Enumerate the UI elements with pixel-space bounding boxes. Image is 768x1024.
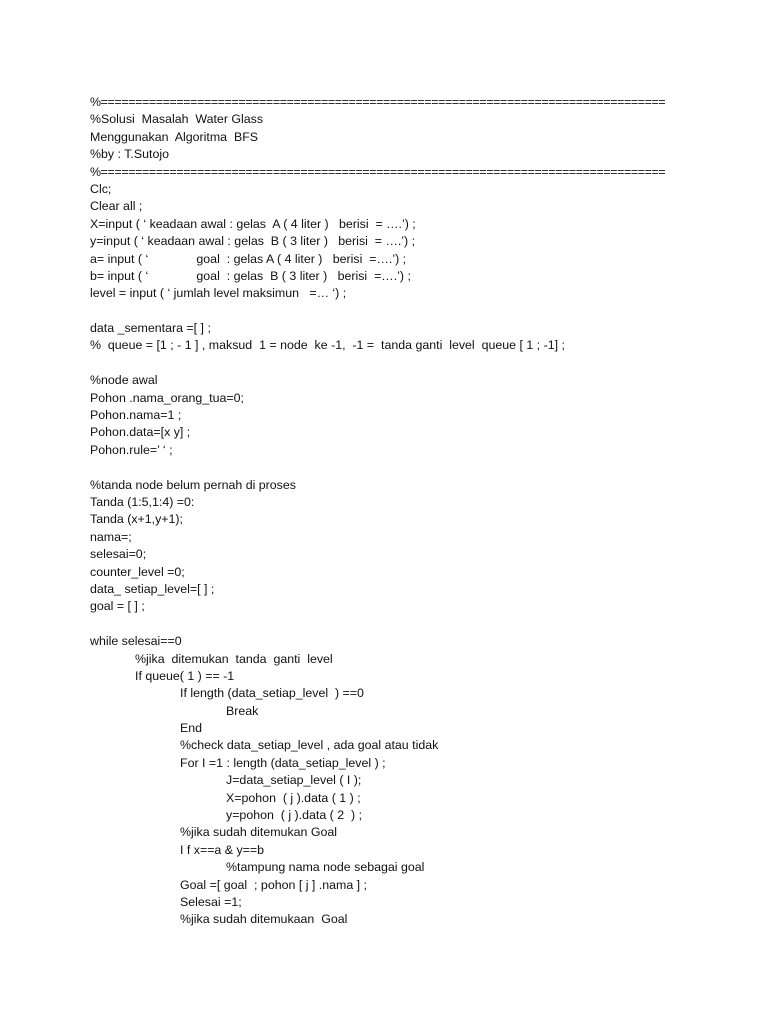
code-line: Clear all ; bbox=[90, 199, 143, 214]
comment-line: %tampung nama node sebagai goal bbox=[226, 860, 425, 875]
comment-title: %Solusi Masalah Water Glass bbox=[90, 112, 264, 127]
code-line: End bbox=[180, 721, 203, 736]
code-line: For I =1 : length (data_setiap_level ) ; bbox=[180, 755, 386, 770]
code-line: Pohon.rule=’ ‘ ; bbox=[90, 442, 173, 457]
blank-line bbox=[90, 616, 730, 633]
code-line: Pohon.nama=1 ; bbox=[90, 408, 182, 423]
blank-line bbox=[90, 303, 730, 320]
code-line: level = input ( ‘ jumlah level maksimun =… ‘) ; bbox=[90, 286, 347, 301]
code-line: If length (data_setiap_level ) ==0 bbox=[180, 686, 364, 701]
separator-line: %================================================================================== bbox=[90, 164, 666, 179]
code-line: Goal =[ goal ; pohon [ j ] .nama ] ; bbox=[180, 877, 368, 892]
code-line: Tanda (x+1,y+1); bbox=[90, 512, 183, 527]
code-line: Pohon .nama_orang_tua=0; bbox=[90, 390, 244, 405]
code-line: a= input ( ‘ goal : gelas A ( 4 liter ) berisi =….’) ; bbox=[90, 251, 407, 266]
code-line: nama=; bbox=[90, 529, 132, 544]
blank-line bbox=[90, 355, 730, 372]
comment-line: %jika sudah ditemukan Goal bbox=[180, 825, 338, 840]
blank-line bbox=[90, 459, 730, 476]
code-line: Clc; bbox=[90, 181, 112, 196]
code-line: X=input ( ‘ keadaan awal : gelas A ( 4 liter ) berisi = ….’) ; bbox=[90, 216, 416, 231]
code-line: I f x==a & y==b bbox=[180, 842, 265, 857]
separator-line: %================================================================================== bbox=[90, 95, 666, 109]
code-line: y=pohon ( j ).data ( 2 ) ; bbox=[226, 808, 363, 823]
comment-line: %jika ditemukan tanda ganti level bbox=[135, 651, 333, 666]
comment-line: %node awal bbox=[90, 373, 158, 388]
code-line: goal = [ ] ; bbox=[90, 599, 145, 614]
comment-line: %check data_setiap_level , ada goal atau tidak bbox=[180, 738, 439, 753]
code-line: while selesai==0 bbox=[90, 634, 182, 649]
code-listing bbox=[90, 94, 730, 929]
code-line: counter_level =0; bbox=[90, 564, 185, 579]
code-line: y=input ( ‘ keadaan awal : gelas B ( 3 liter ) berisi = ….’) ; bbox=[90, 234, 416, 249]
code-line: data_ setiap_level=[ ] ; bbox=[90, 581, 215, 596]
code-line: Break bbox=[226, 703, 259, 718]
code-line: If queue( 1 ) == -1 bbox=[135, 668, 235, 683]
comment-line: %tanda node belum pernah di proses bbox=[90, 477, 296, 492]
code-line: b= input ( ‘ goal : gelas B ( 3 liter ) berisi =….’) ; bbox=[90, 268, 411, 283]
code-line: Tanda (1:5,1:4) =0: bbox=[90, 494, 195, 509]
author-line: %by : T.Sutojo bbox=[90, 147, 169, 162]
comment-line: %jika sudah ditemukaan Goal bbox=[180, 912, 348, 927]
code-line: X=pohon ( j ).data ( 1 ) ; bbox=[226, 790, 361, 805]
code-line: data _sementara =[ ] ; bbox=[90, 321, 211, 336]
code-line: Pohon.data=[x y] ; bbox=[90, 425, 191, 440]
comment-line: % queue = [1 ; - 1 ] , maksud 1 = node ke -1, -1 = tanda ganti level queue [ 1 ; -1] ; bbox=[90, 338, 565, 353]
code-line: J=data_setiap_level ( I ); bbox=[226, 773, 362, 788]
code-line: Selesai =1; bbox=[180, 894, 242, 909]
code-line: selesai=0; bbox=[90, 547, 147, 562]
subtitle-line: Menggunakan Algoritma BFS bbox=[90, 129, 259, 144]
